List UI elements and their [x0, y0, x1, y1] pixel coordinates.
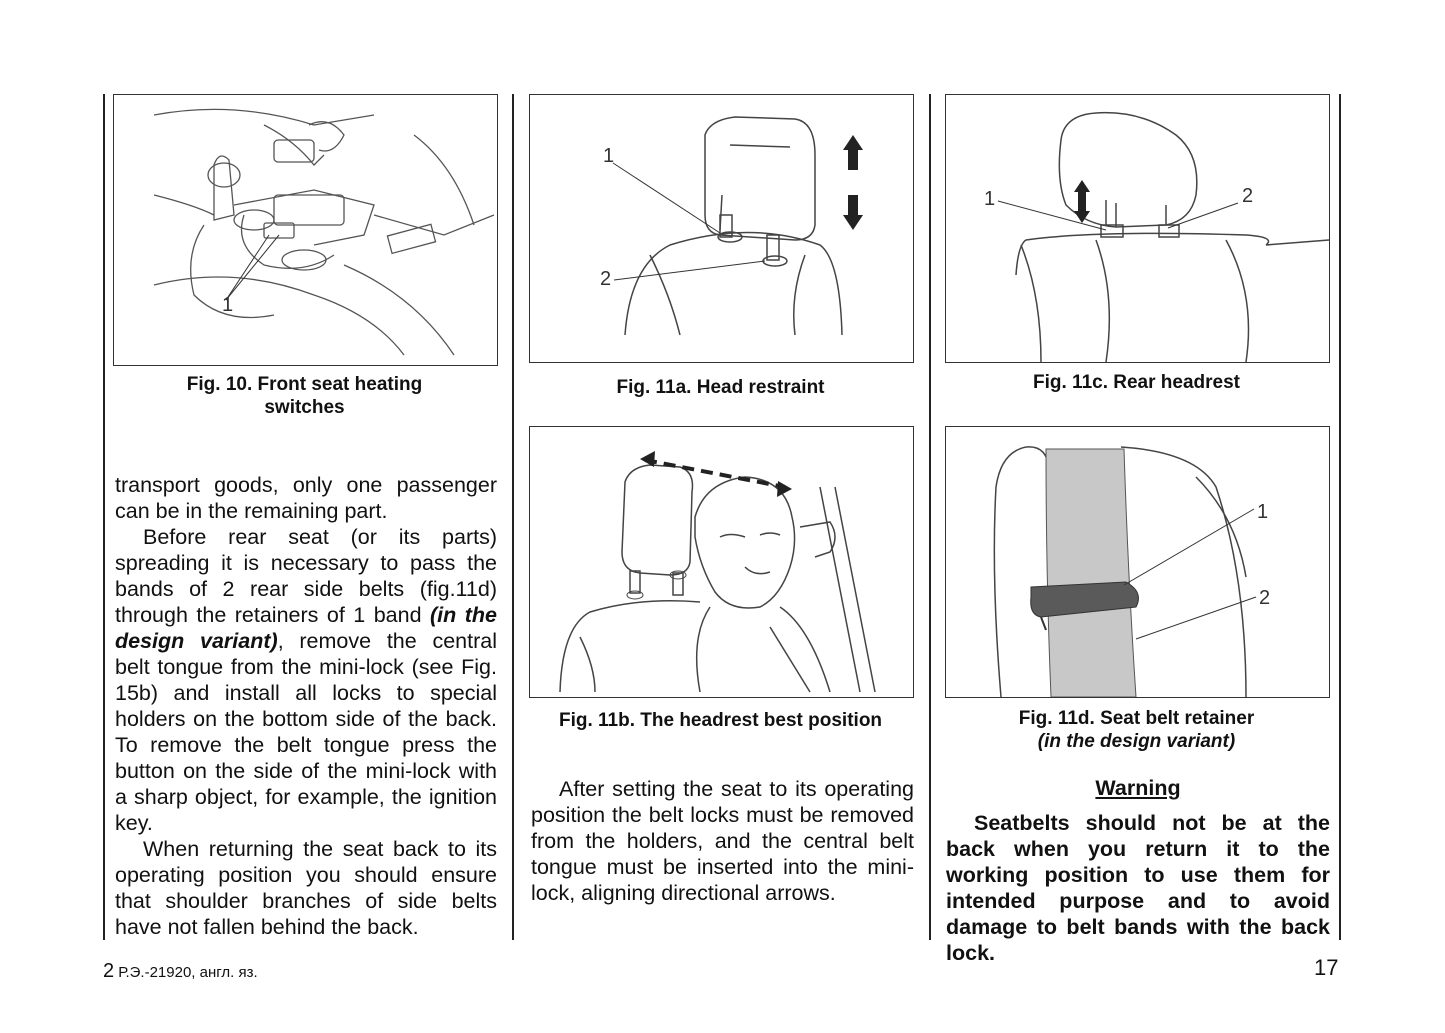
warning-text: Seatbelts should not be at the back when you return it to the working position to use them for intended purpose and to avoid damage to belt bands with the back lock. — [946, 811, 1330, 965]
console-illustration — [114, 95, 497, 365]
belt-retainer-illustration — [946, 427, 1329, 697]
footer-document-code — [103, 960, 258, 983]
fig11d-caption: Fig. 11d. Seat belt retainer (in the design variant) — [1018, 708, 1255, 752]
figure-10-seat-heating-switches — [113, 94, 498, 366]
figure-11a-head-restraint — [529, 94, 914, 363]
column2-paragraph-1: After setting the seat to its operating position the belt locks must be removed from the holders, and the central belt tongue must be inserted into the mini-lock, aligning directional arrows. — [531, 777, 914, 905]
column1-text — [115, 472, 497, 940]
page-number: 17 — [1314, 955, 1339, 980]
fig11c-callout-2: 2 — [1242, 185, 1254, 207]
fig11c-caption: Fig. 11c. Rear headrest — [1033, 372, 1240, 393]
head-restraint-illustration — [530, 95, 913, 362]
figure-11c-rear-headrest — [945, 94, 1330, 363]
fig11d-callout-2: 2 — [1259, 587, 1271, 609]
fig11a-caption: Fig. 11a. Head restraint — [616, 377, 825, 398]
fig10-callout-1: 1 — [222, 294, 234, 316]
rear-headrest-illustration — [946, 95, 1329, 362]
warning-title: Warning — [1095, 776, 1181, 800]
headrest-position-illustration — [530, 427, 913, 697]
column1-paragraph-3: When returning the seat back to its operating position you should ensure that shoulder branches of side belts have not fallen behind the back. — [115, 837, 497, 939]
fig10-caption: Fig. 10. Front seat heating switches — [186, 374, 423, 418]
column-divider-left — [103, 94, 105, 940]
column-divider-right — [1339, 94, 1341, 940]
figure-11b-headrest-best-position — [529, 426, 914, 698]
fig11d-callout-1: 1 — [1257, 501, 1269, 523]
fig11a-callout-2: 2 — [600, 268, 612, 290]
column2-text — [531, 776, 914, 906]
figure-11d-seat-belt-retainer — [945, 426, 1330, 698]
fig11a-callout-1: 1 — [603, 145, 615, 167]
column1-paragraph-2: Before rear seat (or its parts) spreading it is necessary to pass the bands of 2 rear side belts (fig.11d) through the retainers of 1 band (in the design variant), remove the central belt tongue from the mini-lock (see Fig. 15b) and install all locks to special holders on the bottom side of the back. To remove the belt tongue press the button on the side of the mini-lock with a sharp object, for example, the ignition key. — [115, 525, 497, 835]
column-divider-mid-left — [512, 94, 514, 940]
column1-paragraph-1: transport goods, only one passenger can be in the remaining part. — [115, 473, 497, 523]
footer-sheet-number: 2 — [103, 960, 115, 982]
fig11b-caption: Fig. 11b. The headrest best position — [558, 710, 883, 731]
fig11c-callout-1: 1 — [984, 188, 996, 210]
footer-doc-ref: Р.Э.-21920, англ. яз. — [118, 964, 258, 981]
column-divider-mid-right — [929, 94, 931, 940]
